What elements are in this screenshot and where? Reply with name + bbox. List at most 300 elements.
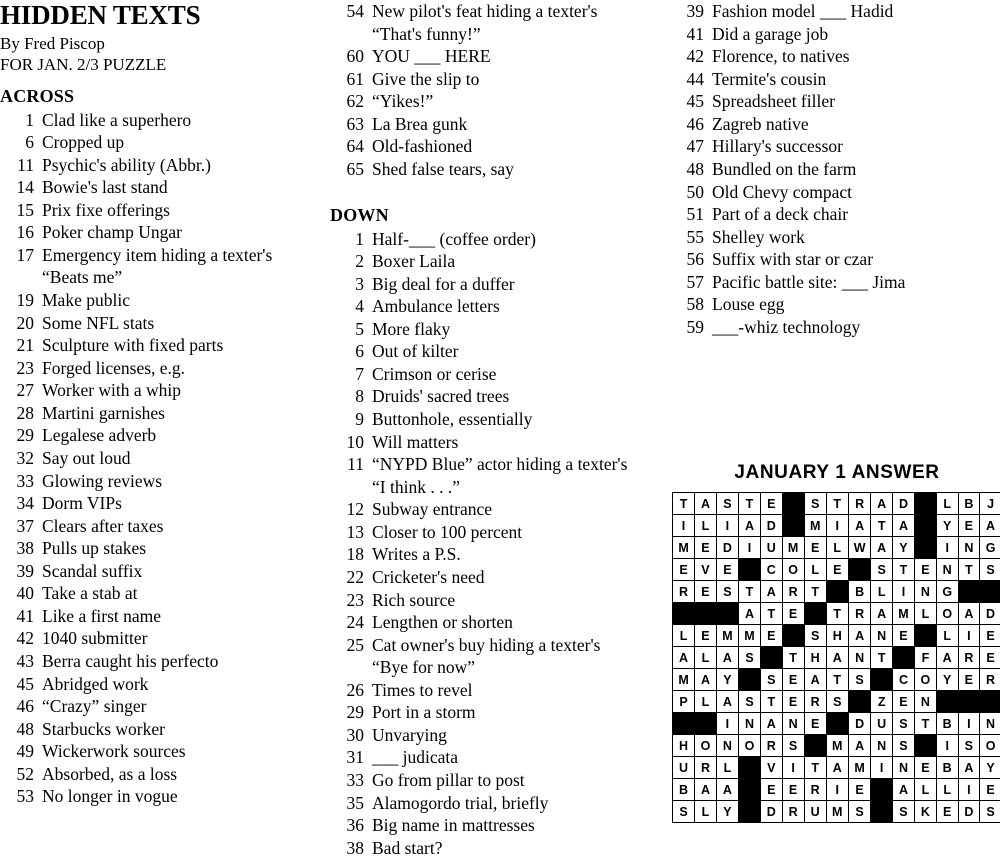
clue-item	[330, 837, 640, 859]
grid-letter-cell: E	[782, 779, 804, 801]
clue-item	[670, 248, 1000, 271]
grid-letter-cell: A	[761, 581, 783, 603]
grid-letter-cell: N	[782, 713, 804, 735]
clue-item	[330, 228, 640, 251]
grid-letter-cell: M	[673, 669, 695, 691]
grid-letter-cell: A	[936, 647, 958, 669]
grid-letter-cell: S	[892, 735, 914, 757]
grid-block-cell	[738, 779, 760, 801]
grid-letter-cell: Z	[871, 691, 893, 713]
clue-item	[330, 543, 640, 566]
grid-letter-cell: T	[761, 691, 783, 713]
clue-item	[670, 135, 1000, 158]
grid-letter-cell: L	[695, 691, 717, 713]
clue-item	[0, 560, 300, 583]
clue-text: Cricketer's need	[372, 566, 640, 589]
clue-text: Cropped up	[42, 131, 300, 154]
clue-text: Big deal for a duffer	[372, 273, 640, 296]
clue-text: Hillary's successor	[712, 135, 1000, 158]
clue-item	[0, 718, 300, 741]
grid-letter-cell: E	[782, 691, 804, 713]
clue-text: More flaky	[372, 318, 640, 341]
clue-number: 46	[0, 695, 42, 718]
grid-block-cell	[804, 603, 826, 625]
clue-number: 29	[0, 424, 42, 447]
grid-block-cell	[716, 603, 738, 625]
grid-letter-cell: U	[673, 757, 695, 779]
grid-letter-cell: I	[958, 779, 980, 801]
column-gap	[330, 181, 640, 199]
grid-letter-cell: E	[980, 625, 1000, 647]
grid-letter-cell: B	[673, 779, 695, 801]
grid-letter-cell: S	[782, 735, 804, 757]
clue-number: 3	[330, 273, 372, 296]
clue-number: 48	[670, 158, 712, 181]
grid-letter-cell: S	[871, 559, 893, 581]
grid-letter-cell: L	[804, 559, 826, 581]
grid-letter-cell: H	[673, 735, 695, 757]
clue-item	[330, 431, 640, 454]
clue-number: 48	[0, 718, 42, 741]
clue-number: 49	[0, 740, 42, 763]
grid-letter-cell: T	[958, 559, 980, 581]
clue-text: “Crazy” singer	[42, 695, 300, 718]
grid-letter-cell: E	[716, 559, 738, 581]
clue-text: Old-fashioned	[372, 135, 640, 158]
clue-text: Martini garnishes	[42, 402, 300, 425]
grid-block-cell	[761, 647, 783, 669]
grid-letter-cell: T	[892, 559, 914, 581]
grid-letter-cell: I	[782, 757, 804, 779]
clue-item	[0, 470, 300, 493]
grid-letter-cell: M	[848, 757, 871, 779]
grid-letter-cell: E	[673, 559, 695, 581]
clue-item	[330, 611, 640, 634]
grid-letter-cell: D	[892, 493, 914, 515]
clue-text: Crimson or cerise	[372, 363, 640, 386]
grid-letter-cell: R	[848, 493, 871, 515]
grid-letter-cell: Y	[936, 669, 958, 691]
clue-text: Times to revel	[372, 679, 640, 702]
grid-letter-cell: E	[761, 625, 783, 647]
clue-text: Forged licenses, e.g.	[42, 357, 300, 380]
grid-letter-cell: S	[826, 691, 848, 713]
grid-letter-cell: T	[782, 647, 804, 669]
grid-letter-cell: E	[695, 625, 717, 647]
clue-number: 21	[0, 334, 42, 357]
clue-number: 35	[330, 792, 372, 815]
grid-block-cell	[673, 603, 695, 625]
clue-number: 61	[330, 68, 372, 91]
clue-text: Make public	[42, 289, 300, 312]
clue-text: Louse egg	[712, 293, 1000, 316]
clue-number: 55	[670, 226, 712, 249]
grid-letter-cell: E	[695, 537, 717, 559]
clue-item	[330, 701, 640, 724]
clue-text: Worker with a whip	[42, 379, 300, 402]
clue-item	[330, 250, 640, 273]
clue-item	[330, 0, 640, 45]
down-heading: DOWN	[330, 205, 640, 226]
clue-number: 11	[0, 154, 42, 177]
clue-number: 11	[330, 453, 372, 476]
clue-text: Emergency item hiding a texter's “Beats me”	[42, 244, 300, 289]
grid-letter-cell: R	[958, 647, 980, 669]
grid-block-cell	[871, 801, 893, 823]
grid-letter-cell: I	[958, 625, 980, 647]
across-heading: ACROSS	[0, 86, 300, 107]
grid-letter-cell: S	[673, 801, 695, 823]
clue-number: 15	[0, 199, 42, 222]
clue-text: Sculpture with fixed parts	[42, 334, 300, 357]
grid-letter-cell: M	[673, 537, 695, 559]
grid-row	[673, 515, 1000, 537]
grid-letter-cell: U	[761, 537, 783, 559]
clue-text: Legalese adverb	[42, 424, 300, 447]
column-one	[0, 0, 300, 808]
clue-item	[330, 318, 640, 341]
clue-number: 23	[330, 589, 372, 612]
clue-number: 43	[0, 650, 42, 673]
clue-item	[330, 521, 640, 544]
clue-number: 65	[330, 158, 372, 181]
grid-letter-cell: A	[716, 647, 738, 669]
clue-item	[670, 45, 1000, 68]
clue-text: Go from pillar to post	[372, 769, 640, 792]
clue-item	[330, 135, 640, 158]
grid-letter-cell: I	[826, 779, 848, 801]
grid-letter-cell: T	[804, 757, 826, 779]
grid-letter-cell: Y	[716, 669, 738, 691]
clue-text: Shelley work	[712, 226, 1000, 249]
grid-letter-cell: T	[804, 581, 826, 603]
grid-letter-cell: S	[958, 735, 980, 757]
clue-number: 46	[670, 113, 712, 136]
clue-number: 1	[0, 109, 42, 132]
grid-letter-cell: I	[936, 537, 958, 559]
clue-item	[0, 537, 300, 560]
clue-number: 42	[670, 45, 712, 68]
grid-block-cell	[958, 691, 980, 713]
grid-letter-cell: G	[936, 581, 958, 603]
clue-text: Bad start?	[372, 837, 640, 859]
clue-item	[0, 627, 300, 650]
grid-letter-cell: A	[716, 779, 738, 801]
clue-number: 41	[0, 605, 42, 628]
grid-letter-cell: N	[958, 537, 980, 559]
clue-text: Druids' sacred trees	[372, 385, 640, 408]
clue-number: 38	[0, 537, 42, 560]
clue-text: “Yikes!”	[372, 90, 640, 113]
clue-item	[330, 746, 640, 769]
clue-item	[0, 154, 300, 177]
clue-item	[0, 402, 300, 425]
clue-item	[670, 271, 1000, 294]
clue-number: 5	[330, 318, 372, 341]
clue-number: 51	[670, 203, 712, 226]
clue-text: Dorm VIPs	[42, 492, 300, 515]
grid-letter-cell: S	[761, 669, 783, 691]
grid-letter-cell: M	[738, 625, 760, 647]
clue-number: 12	[330, 498, 372, 521]
clue-number: 38	[330, 837, 372, 859]
grid-letter-cell: A	[673, 647, 695, 669]
clue-text: Starbucks worker	[42, 718, 300, 741]
clue-number: 44	[670, 68, 712, 91]
grid-letter-cell: Y	[892, 537, 914, 559]
grid-letter-cell: Y	[936, 515, 958, 537]
clue-item	[0, 176, 300, 199]
clue-text: Clears after taxes	[42, 515, 300, 538]
clue-number: 4	[330, 295, 372, 318]
clue-item	[330, 724, 640, 747]
clue-number: 14	[0, 176, 42, 199]
clue-item	[670, 158, 1000, 181]
grid-block-cell	[892, 647, 914, 669]
grid-block-cell	[915, 625, 937, 647]
grid-letter-cell: N	[871, 735, 893, 757]
grid-letter-cell: A	[716, 691, 738, 713]
grid-letter-cell: R	[782, 801, 804, 823]
clue-item	[670, 90, 1000, 113]
clue-number: 1	[330, 228, 372, 251]
grid-block-cell	[871, 669, 893, 691]
clue-text: Lengthen or shorten	[372, 611, 640, 634]
clue-text: Scandal suffix	[42, 560, 300, 583]
grid-letter-cell: S	[738, 691, 760, 713]
clue-number: 25	[330, 634, 372, 657]
clue-text: La Brea gunk	[372, 113, 640, 136]
clue-text: Writes a P.S.	[372, 543, 640, 566]
grid-row	[673, 713, 1000, 735]
grid-letter-cell: N	[892, 757, 914, 779]
grid-letter-cell: M	[782, 537, 804, 559]
grid-letter-cell: M	[716, 625, 738, 647]
grid-letter-cell: A	[892, 779, 914, 801]
grid-letter-cell: A	[804, 669, 826, 691]
grid-block-cell	[915, 493, 937, 515]
clue-text: ___-whiz technology	[712, 316, 1000, 339]
clue-number: 62	[330, 90, 372, 113]
clue-text: New pilot's feat hiding a texter's “That's funny!”	[372, 0, 640, 45]
grid-letter-cell: E	[695, 581, 717, 603]
grid-letter-cell: M	[892, 603, 914, 625]
grid-letter-cell: I	[871, 757, 893, 779]
grid-letter-cell: T	[871, 515, 893, 537]
clue-text: Buttonhole, essentially	[372, 408, 640, 431]
grid-letter-cell: N	[915, 691, 937, 713]
clue-item	[0, 763, 300, 786]
clue-item	[330, 68, 640, 91]
clue-text: Shed false tears, say	[372, 158, 640, 181]
clue-item	[670, 203, 1000, 226]
grid-letter-cell: A	[871, 493, 893, 515]
clue-text: Like a first name	[42, 605, 300, 628]
grid-letter-cell: N	[738, 713, 760, 735]
clue-text: Closer to 100 percent	[372, 521, 640, 544]
clue-number: 13	[330, 521, 372, 544]
clue-text: ___ judicata	[372, 746, 640, 769]
grid-letter-cell: L	[936, 493, 958, 515]
clue-item	[0, 515, 300, 538]
grid-block-cell	[915, 537, 937, 559]
clue-text: 1040 submitter	[42, 627, 300, 650]
clue-item	[670, 0, 1000, 23]
clue-number: 7	[330, 363, 372, 386]
clue-item	[670, 316, 1000, 339]
clue-item	[0, 785, 300, 808]
grid-letter-cell: R	[782, 581, 804, 603]
grid-row	[673, 559, 1000, 581]
grid-row	[673, 647, 1000, 669]
clue-number: 60	[330, 45, 372, 68]
grid-block-cell	[848, 559, 871, 581]
grid-block-cell	[915, 515, 937, 537]
clue-item	[0, 357, 300, 380]
grid-letter-cell: E	[936, 801, 958, 823]
clue-number: 37	[0, 515, 42, 538]
clue-text: Florence, to natives	[712, 45, 1000, 68]
grid-letter-cell: D	[848, 713, 871, 735]
grid-letter-cell: B	[936, 757, 958, 779]
grid-letter-cell: O	[782, 559, 804, 581]
grid-letter-cell: A	[958, 757, 980, 779]
clue-text: Half-___ (coffee order)	[372, 228, 640, 251]
clue-number: 23	[0, 357, 42, 380]
clue-text: Unvarying	[372, 724, 640, 747]
clue-item	[0, 424, 300, 447]
clue-item	[0, 695, 300, 718]
grid-letter-cell: C	[761, 559, 783, 581]
clue-text: YOU ___ HERE	[372, 45, 640, 68]
grid-letter-cell: E	[804, 713, 826, 735]
grid-block-cell	[936, 691, 958, 713]
clue-text: Ambulance letters	[372, 295, 640, 318]
grid-letter-cell: A	[848, 515, 871, 537]
grid-letter-cell: H	[826, 625, 848, 647]
clue-item	[670, 68, 1000, 91]
clue-number: 24	[330, 611, 372, 634]
grid-row	[673, 757, 1000, 779]
grid-letter-cell: O	[695, 735, 717, 757]
clue-text: Prix fixe offerings	[42, 199, 300, 222]
grid-letter-cell: S	[804, 625, 826, 647]
clue-number: 40	[0, 582, 42, 605]
grid-letter-cell: E	[958, 515, 980, 537]
clue-item	[0, 673, 300, 696]
grid-letter-cell: I	[716, 713, 738, 735]
grid-letter-cell: A	[848, 625, 871, 647]
grid-letter-cell: A	[738, 515, 760, 537]
clue-item	[670, 113, 1000, 136]
grid-letter-cell: R	[804, 691, 826, 713]
clue-number: 27	[0, 379, 42, 402]
clue-item	[0, 492, 300, 515]
clue-item	[0, 244, 300, 289]
clue-text: Boxer Laila	[372, 250, 640, 273]
clue-number: 53	[0, 785, 42, 808]
clue-text: Zagreb native	[712, 113, 1000, 136]
grid-letter-cell: R	[761, 735, 783, 757]
grid-letter-cell: D	[980, 603, 1000, 625]
clue-item	[330, 340, 640, 363]
grid-letter-cell: T	[826, 493, 848, 515]
grid-letter-cell: T	[826, 603, 848, 625]
clue-item	[330, 814, 640, 837]
grid-letter-cell: A	[761, 713, 783, 735]
grid-letter-cell: T	[826, 669, 848, 691]
grid-letter-cell: A	[695, 779, 717, 801]
clue-text: Rich source	[372, 589, 640, 612]
clue-text: Bundled on the farm	[712, 158, 1000, 181]
clue-number: 45	[0, 673, 42, 696]
byline: By Fred Piscop	[0, 33, 300, 54]
grid-letter-cell: N	[848, 647, 871, 669]
grid-letter-cell: E	[782, 603, 804, 625]
grid-letter-cell: J	[980, 493, 1000, 515]
clue-number: 54	[330, 0, 372, 23]
column-three	[670, 0, 1000, 338]
clue-item	[330, 589, 640, 612]
grid-row	[673, 493, 1000, 515]
grid-letter-cell: N	[871, 625, 893, 647]
grid-row	[673, 669, 1000, 691]
grid-letter-cell: L	[936, 779, 958, 801]
grid-letter-cell: L	[673, 625, 695, 647]
clue-text: Give the slip to	[372, 68, 640, 91]
grid-letter-cell: K	[915, 801, 937, 823]
clue-number: 19	[0, 289, 42, 312]
clue-number: 33	[330, 769, 372, 792]
clue-text: Abridged work	[42, 673, 300, 696]
clue-item	[0, 131, 300, 154]
grid-letter-cell: A	[958, 603, 980, 625]
grid-block-cell	[980, 581, 1000, 603]
grid-letter-cell: L	[695, 647, 717, 669]
grid-letter-cell: E	[782, 669, 804, 691]
clue-item	[330, 634, 640, 679]
grid-letter-cell: R	[980, 669, 1000, 691]
clue-number: 39	[670, 0, 712, 23]
clue-text: No longer in vogue	[42, 785, 300, 808]
clue-text: Take a stab at	[42, 582, 300, 605]
clue-text: Wickerwork sources	[42, 740, 300, 763]
clue-text: Say out loud	[42, 447, 300, 470]
grid-block-cell	[738, 801, 760, 823]
grid-letter-cell: S	[738, 647, 760, 669]
grid-letter-cell: A	[826, 757, 848, 779]
clue-number: 22	[330, 566, 372, 589]
clue-number: 29	[330, 701, 372, 724]
clue-number: 30	[330, 724, 372, 747]
clue-item	[330, 566, 640, 589]
clue-text: Psychic's ability (Abbr.)	[42, 154, 300, 177]
grid-row	[673, 581, 1000, 603]
clue-text: Will matters	[372, 431, 640, 454]
grid-letter-cell: S	[804, 493, 826, 515]
clue-text: Part of a deck chair	[712, 203, 1000, 226]
grid-letter-cell: E	[804, 537, 826, 559]
grid-letter-cell: P	[673, 691, 695, 713]
clue-number: 64	[330, 135, 372, 158]
clue-item	[330, 363, 640, 386]
grid-letter-cell: Y	[716, 801, 738, 823]
grid-letter-cell: I	[826, 515, 848, 537]
grid-letter-cell: L	[695, 801, 717, 823]
grid-block-cell	[826, 713, 848, 735]
clue-item	[330, 90, 640, 113]
clue-number: 20	[0, 312, 42, 335]
